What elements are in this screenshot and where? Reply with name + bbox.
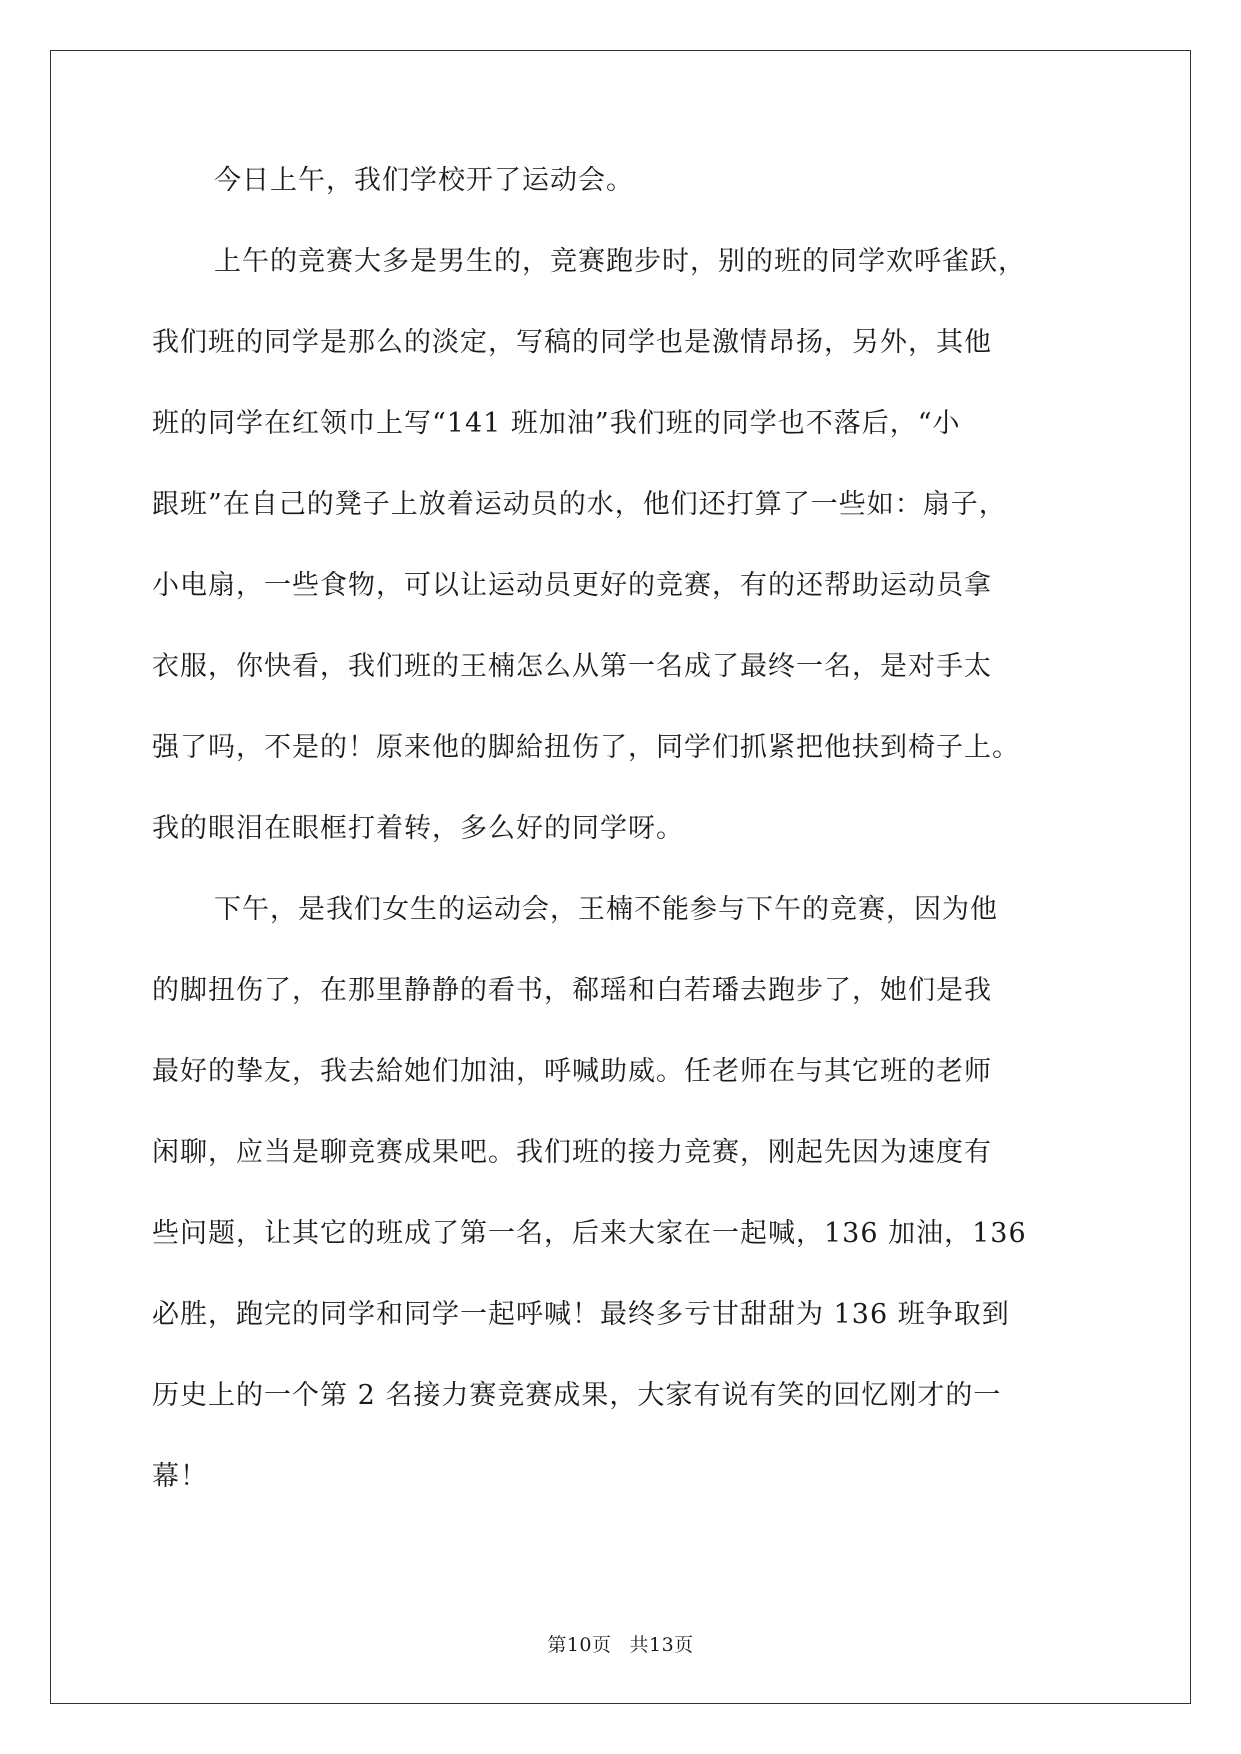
text-line: 小电扇，一些食物，可以让运动员更好的竞赛，有的还帮助运动员拿 — [152, 570, 992, 601]
text-line: 跟班”在自己的凳子上放着运动员的水，他们还打算了一些如：扇子， — [152, 489, 1007, 520]
text-line: 必胜，跑完的同学和同学一起呼喊！最终多亏甘甜甜为 136 班争取到 — [152, 1299, 1010, 1330]
text-line: 闲聊，应当是聊竞赛成果吧。我们班的接力竞赛，刚起先因为速度有 — [152, 1137, 992, 1168]
text-line: 衣服，你快看，我们班的王楠怎么从第一名成了最终一名，是对手太 — [152, 651, 992, 682]
text-line: 历史上的一个第 2 名接力赛竞赛成果，大家有说有笑的回忆刚才的一 — [152, 1380, 1002, 1411]
text-line: 班的同学在红领巾上写“141 班加油”我们班的同学也不落后，“小 — [152, 408, 961, 439]
text-line: 强了吗，不是的！原来他的脚給扭伤了，同学们抓紧把他扶到椅子上。 — [152, 732, 1020, 763]
text-line: 上午的竞赛大多是男生的，竞赛跑步时，别的班的同学欢呼雀跃， — [214, 246, 1026, 277]
text-line: 最好的挚友，我去給她们加油，呼喊助威。任老师在与其它班的老师 — [152, 1056, 992, 1087]
text-line: 幕！ — [152, 1461, 208, 1492]
text-line: 我的眼泪在眼框打着转，多么好的同学呀。 — [152, 813, 684, 844]
text-line: 今日上午，我们学校开了运动会。 — [214, 165, 634, 196]
page-number: 第10页 — [547, 1634, 612, 1656]
text-line: 些问题，让其它的班成了第一名，后来大家在一起喊，136 加油，136 — [152, 1218, 1027, 1249]
document-body — [152, 165, 1092, 1542]
page-footer — [0, 1630, 1241, 1657]
text-line: 我们班的同学是那么的淡定，写稿的同学也是激情昂扬，另外，其他 — [152, 327, 992, 358]
text-line: 的脚扭伤了，在那里静静的看书，郗瑶和白若璠去跑步了，她们是我 — [152, 975, 992, 1006]
text-line: 下午，是我们女生的运动会，王楠不能参与下午的竞赛，因为他 — [214, 894, 998, 925]
page-total: 共13页 — [629, 1634, 694, 1656]
